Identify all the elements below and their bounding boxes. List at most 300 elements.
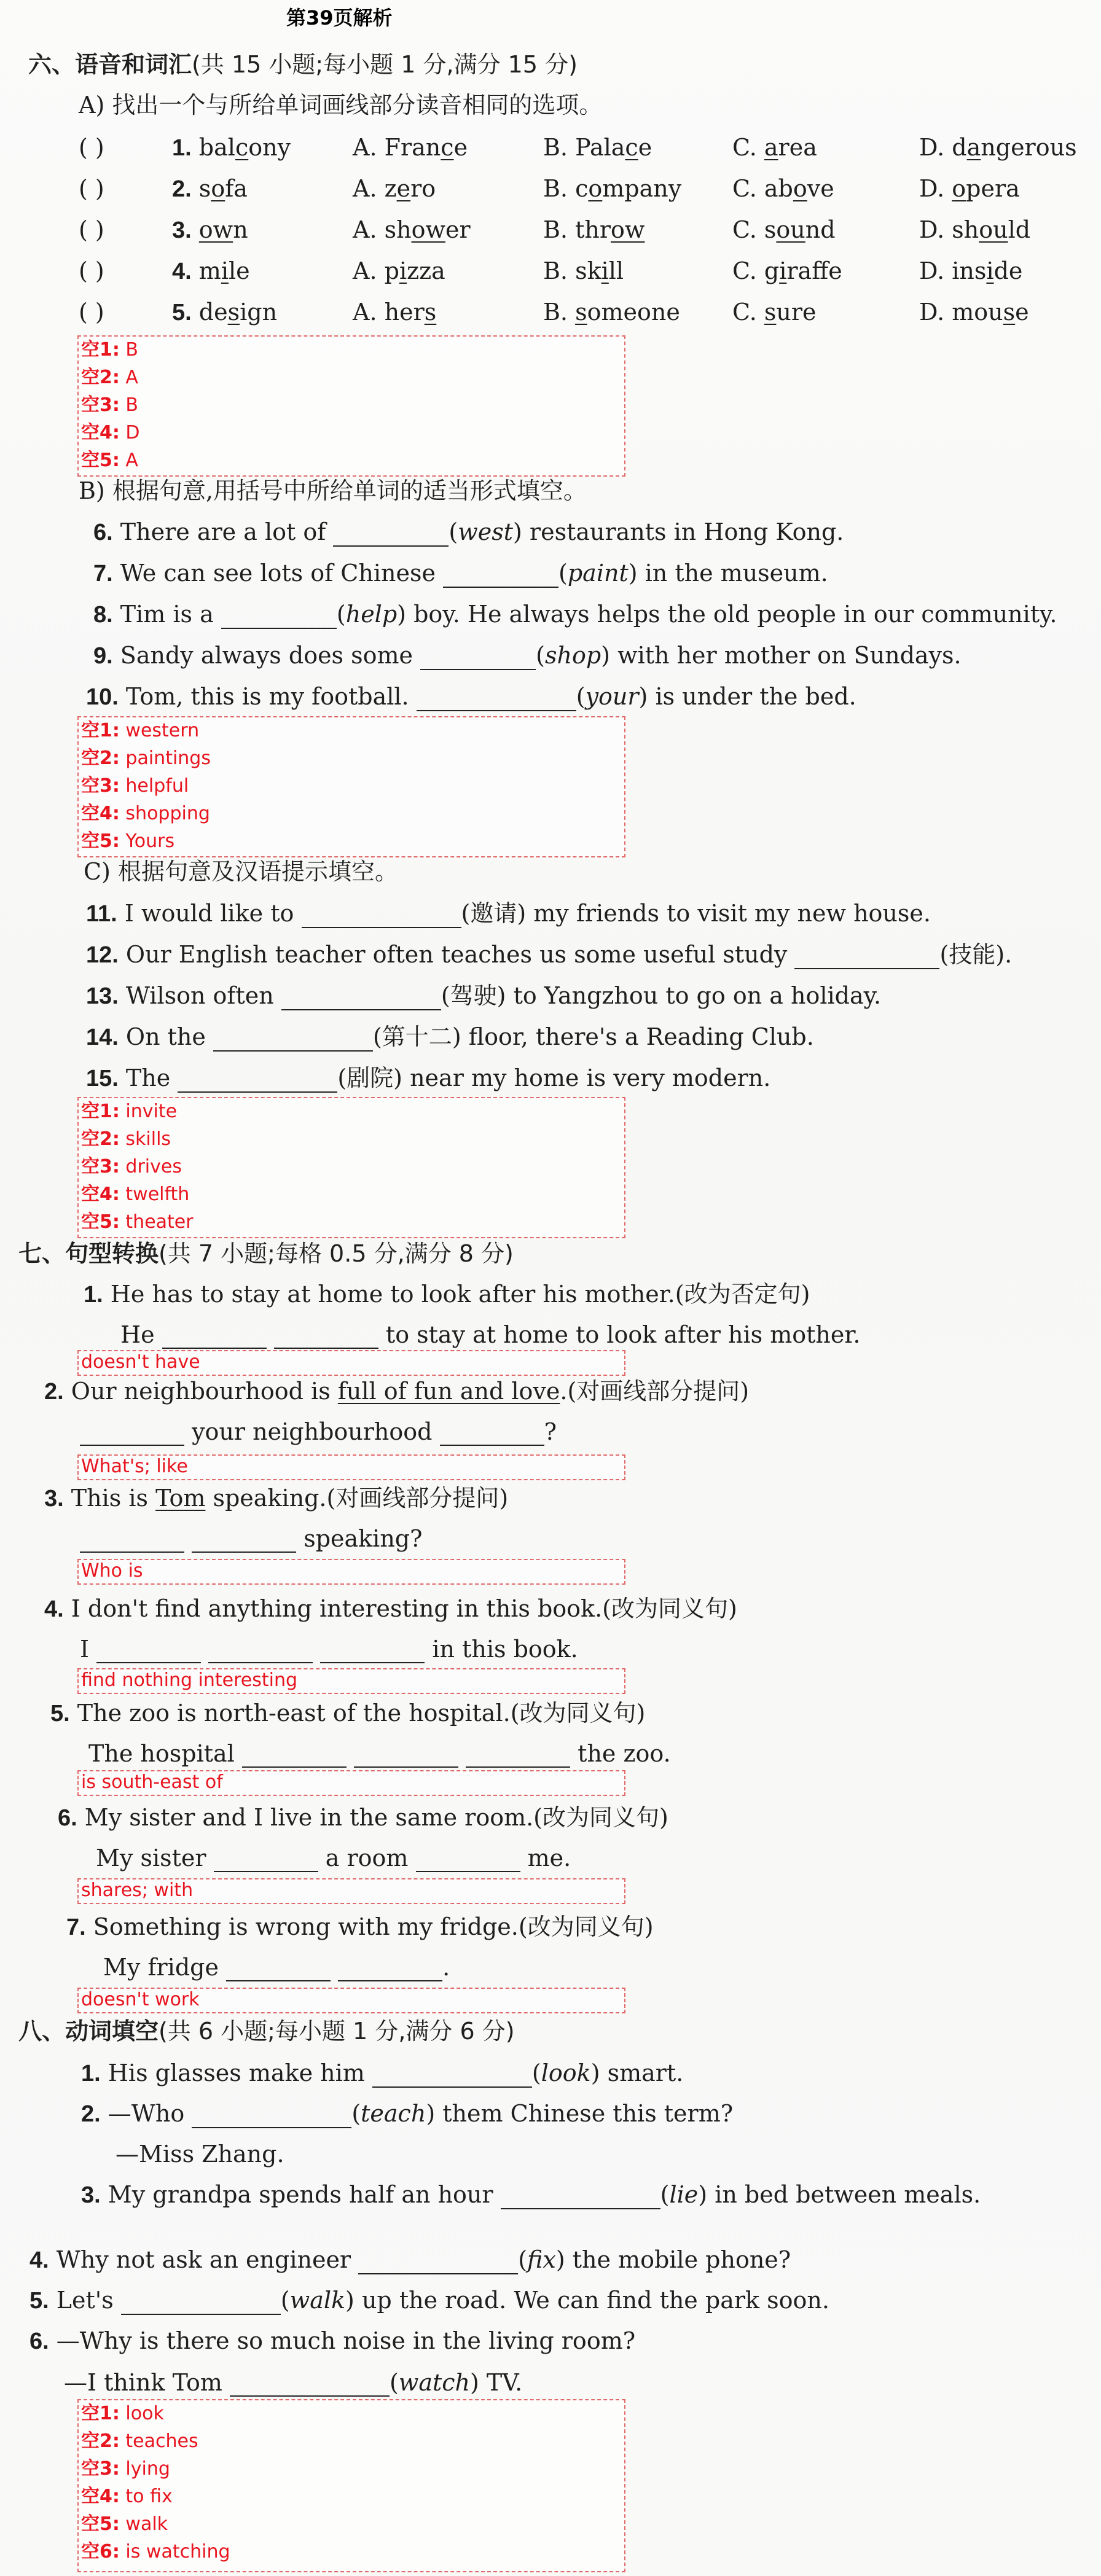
blank-line-mid: your neighbourhood <box>192 1418 433 1445</box>
option-b: B. thr <box>543 216 611 243</box>
sentence-pre: Tom, this is my football. <box>125 683 409 710</box>
answer-value: doesn't have <box>81 1351 200 1373</box>
answer-label: 空1: <box>81 720 120 741</box>
partB-item: 8. Tim is a (help) boy. He always helps the old people in our community. <box>93 601 1057 628</box>
option-a-ul: c <box>441 134 454 161</box>
option-c: C. ab <box>732 175 793 202</box>
option-d-post: ld <box>1008 216 1031 243</box>
answer-value: western <box>125 720 200 741</box>
option-c-post: nd <box>805 216 836 243</box>
sentence-post: in bed between meals. <box>715 2181 981 2208</box>
option-d-post: e <box>1015 299 1029 326</box>
answer-value: A <box>125 450 138 471</box>
blank-line[interactable] <box>230 2373 390 2397</box>
blank-line[interactable] <box>302 905 461 928</box>
answer-paren: ( ) <box>79 257 104 284</box>
section6-title: 六、语音和词汇 <box>28 51 192 78</box>
partB-item: 7. We can see lots of Chinese (paint) in the museum. <box>93 560 828 587</box>
answer-paren: ( ) <box>79 175 104 202</box>
transform-blanks <box>80 1418 557 1446</box>
original-sentence: Something is wrong with my fridge.(改为同义句) <box>93 1913 654 1940</box>
option-a: A. p <box>353 257 399 284</box>
partC-instruction: C) 根据句意及汉语提示填空。 <box>84 858 398 885</box>
question-number: 5. <box>50 1701 70 1727</box>
option-d: D. sh <box>919 216 979 243</box>
answer-label: 空5: <box>81 450 120 471</box>
option-b-ul: s <box>575 299 587 326</box>
sentence-post: . <box>1005 941 1013 968</box>
sentence-post: near my home is very modern. <box>410 1064 771 1091</box>
option-b-ul: o <box>588 175 603 202</box>
word-cue: fix <box>527 2246 556 2273</box>
answer-box <box>77 1770 625 1796</box>
sentence-pre: My grandpa spends half an hour <box>108 2181 493 2208</box>
transform-blanks <box>103 1953 450 1981</box>
partB-item: 10. Tom, this is my football. (your) is under the bed. <box>86 683 856 710</box>
sentence-post: TV. <box>486 2369 523 2396</box>
question-number: 2. <box>44 1379 64 1405</box>
blank-line-pre: My fridge <box>103 1954 219 1981</box>
sentence-post: .(对画线部分提问) <box>560 1378 750 1405</box>
blank-line[interactable] <box>354 1744 458 1768</box>
answer-value: theater <box>125 1211 194 1233</box>
blank-line[interactable] <box>372 2064 532 2088</box>
word-cue: west <box>458 518 514 545</box>
option-a: A. sh <box>353 216 412 243</box>
underlined-part: i <box>221 257 229 284</box>
word-cue: teach <box>361 2100 426 2127</box>
option-a-ul: ow <box>411 216 445 243</box>
option-d: D. d <box>919 134 967 161</box>
question-number: 1. <box>81 2061 101 2086</box>
question-number: 15. <box>86 1066 119 1091</box>
sentence-post: them Chinese this term? <box>442 2100 734 2127</box>
sentence-post: is under the bed. <box>655 683 856 710</box>
blank-line[interactable] <box>226 1958 331 1981</box>
answer-label: 空5: <box>81 1211 120 1233</box>
option-d: D. <box>919 175 952 202</box>
underlined-part: s <box>227 299 240 326</box>
sentence-post: speaking.(对画线部分提问) <box>205 1485 509 1512</box>
transform-item <box>44 1377 749 1406</box>
transform-blanks <box>88 1739 671 1768</box>
section8-score: (共 6 小题;每小题 1 分,满分 6 分) <box>159 2018 515 2045</box>
answer-box <box>77 1668 625 1694</box>
answer-label: 空2: <box>81 747 120 769</box>
blank-line[interactable] <box>420 647 536 670</box>
blank-line-pre: My sister <box>96 1844 206 1872</box>
sentence-pre: Tim is a <box>120 601 214 628</box>
sentence-pre: —I think Tom <box>64 2369 222 2396</box>
option-d-ul: o <box>952 175 966 202</box>
chinese-cue: 第十二 <box>382 1023 452 1050</box>
answer-box <box>77 1559 625 1585</box>
underlined-part: c <box>235 134 249 161</box>
blank-line[interactable] <box>80 1423 184 1446</box>
question-number: 4. <box>44 1596 64 1622</box>
answer-value: A <box>125 367 138 388</box>
section7-title: 七、句型转换 <box>18 1240 159 1267</box>
answer-label: 空2: <box>81 1128 120 1150</box>
answer-value: What's; like <box>81 1456 188 1477</box>
option-b: B. <box>543 299 576 326</box>
word-post: fa <box>225 175 248 202</box>
word-cue: your <box>585 683 639 710</box>
transform-item <box>66 1913 654 1942</box>
option-b-post: omeone <box>587 299 680 326</box>
verb-item: 4. Why not ask an engineer (fix) the mobile phone? <box>29 2246 791 2273</box>
option-b: B. Pala <box>543 134 625 161</box>
sentence-pre: His glasses make him <box>108 2059 365 2086</box>
underlined-part: full of fun and love <box>337 1378 560 1405</box>
sentence-pre: The <box>125 1064 171 1091</box>
transform-item <box>58 1803 668 1832</box>
blank-line[interactable] <box>794 946 939 969</box>
blank-line[interactable] <box>178 1069 337 1093</box>
sentence-post: smart. <box>607 2059 684 2086</box>
blank-line[interactable] <box>221 606 337 629</box>
verb-item: 3. My grandpa spends half an hour (lie) in bed between meals. <box>81 2181 981 2208</box>
answer-value: lying <box>125 2458 170 2480</box>
question-number: 5. <box>29 2288 49 2314</box>
sentence-post: up the road. We can find the park soon. <box>361 2287 829 2314</box>
option-d-post: de <box>993 257 1023 284</box>
option-b: B. c <box>543 175 589 202</box>
verb-item: 2. —Who (teach) them Chinese this term? <box>81 2100 734 2127</box>
question-number: 8. <box>93 602 113 628</box>
word-pre: de <box>198 299 228 326</box>
word-post: le <box>229 257 250 284</box>
transform-blanks <box>120 1321 860 1349</box>
question-number: 6. <box>93 520 113 545</box>
partB-instruction: B) 根据句意,用括号中所给单词的适当形式填空。 <box>79 477 587 504</box>
original-sentence: He has to stay at home to look after his mother.(改为否定句) <box>110 1281 810 1308</box>
underlined-part: ow <box>198 216 233 243</box>
blank-line[interactable] <box>333 523 449 547</box>
chinese-cue: 驾驶 <box>450 982 497 1009</box>
word-cue: watch <box>398 2369 471 2396</box>
answer-value: B <box>125 339 139 361</box>
blank-line-pre: He <box>120 1321 155 1348</box>
option-c-ul: s <box>764 299 777 326</box>
section7-score: (共 7 小题;每格 0.5 分,满分 8 分) <box>159 1240 514 1267</box>
partC-item: 12. Our English teacher often teaches us some useful study (技能). <box>86 941 1013 968</box>
blank-line[interactable] <box>440 1423 544 1446</box>
blank-line-post: the zoo. <box>578 1740 671 1767</box>
option-a: A. z <box>353 175 397 202</box>
sentence-post: restaurants in Hong Kong. <box>529 518 844 545</box>
option-b: B. sk <box>543 257 601 284</box>
word-cue: lie <box>669 2181 699 2208</box>
question-number: 13. <box>86 983 119 1009</box>
section7-heading <box>18 1239 514 1268</box>
option-c-post: ure <box>776 299 817 326</box>
question-number: 7. <box>93 561 113 587</box>
blank-line[interactable] <box>242 1744 347 1768</box>
option-a-post: e <box>453 134 468 161</box>
section8-title: 八、动词填空 <box>18 2018 159 2045</box>
verb-item-reply: —Miss Zhang. <box>116 2141 284 2168</box>
blank-line-post: me. <box>527 1844 571 1872</box>
blank-line[interactable] <box>274 1325 378 1349</box>
option-b-post: e <box>638 134 652 161</box>
underlined-part: o <box>211 175 225 202</box>
answer-label: 空1: <box>81 339 120 361</box>
blank-line[interactable] <box>213 1028 373 1052</box>
question-number: 10. <box>86 684 119 710</box>
word-cue: look <box>541 2059 591 2086</box>
word-pre: m <box>198 257 221 284</box>
answer-value: D <box>125 422 140 443</box>
blank-line[interactable] <box>443 564 558 588</box>
answer-value: shares; with <box>81 1879 194 1901</box>
question-number: 5. <box>172 300 192 326</box>
sentence-pre: Sandy always does some <box>120 642 413 669</box>
answer-label: 空6: <box>81 2541 120 2562</box>
sentence-post: in the museum. <box>645 560 828 587</box>
blank-line[interactable] <box>80 1529 184 1553</box>
option-c: C. g <box>732 257 780 284</box>
question-number: 12. <box>86 942 119 968</box>
sentence-post: floor, there's a Reading Club. <box>468 1023 814 1050</box>
chinese-cue: 技能 <box>949 941 996 968</box>
original-sentence: I don't find anything interesting in this book.(改为同义句) <box>71 1595 737 1622</box>
underlined-part: Tom <box>155 1485 206 1512</box>
answer-value: is south-east of <box>81 1771 223 1793</box>
answer-box <box>77 1878 625 1904</box>
blank-line-mid: a room <box>325 1844 409 1872</box>
blank-line[interactable] <box>96 1640 201 1663</box>
sentence-post: boy. He always helps the old people in our community. <box>413 601 1057 628</box>
option-d: D. mou <box>919 299 1003 326</box>
word-cue: paint <box>567 560 629 587</box>
verb-item: —I think Tom (watch) TV. <box>64 2369 523 2396</box>
answer-paren: ( ) <box>79 216 104 243</box>
question-number: 6. <box>29 2328 49 2354</box>
option-c-ul: i <box>779 257 787 284</box>
question-number: 1. <box>172 135 192 161</box>
answer-value: shopping <box>125 803 210 824</box>
blank-line-post: to stay at home to look after his mother. <box>385 1321 861 1348</box>
option-a: A. Fran <box>353 134 441 161</box>
section8-heading <box>18 2017 515 2045</box>
sentence-post: with her mother on Sundays. <box>617 642 962 669</box>
answer-box <box>77 2399 625 2572</box>
question-number: 2. <box>81 2101 101 2127</box>
answer-value: skills <box>125 1128 171 1150</box>
partA-instruction: A) 找出一个与所给单词画线部分读音相同的选项。 <box>79 92 603 119</box>
question-number: 14. <box>86 1025 119 1050</box>
blank-line[interactable] <box>416 1849 520 1872</box>
verb-item: 5. Let's (walk) up the road. We can find the park soon. <box>29 2287 829 2314</box>
option-c: C. <box>732 134 764 161</box>
answer-box <box>77 335 625 477</box>
option-c-post: ve <box>807 175 834 202</box>
question-number: 3. <box>172 217 192 243</box>
blank-line[interactable] <box>417 688 576 711</box>
option-d-ul: i <box>986 257 994 284</box>
blank-line[interactable] <box>162 1325 267 1349</box>
answer-label: 空1: <box>81 1101 120 1122</box>
answer-paren: ( ) <box>79 299 104 326</box>
option-b-post: mpany <box>602 175 682 202</box>
answer-value: helpful <box>125 775 189 797</box>
question-number: 11. <box>86 901 117 927</box>
partC-item: 14. On the (第十二) floor, there's a Reading Club. <box>86 1023 814 1050</box>
sentence-pre: Let's <box>56 2287 114 2314</box>
word-pre: s <box>198 175 211 202</box>
question-number: 3. <box>81 2182 101 2208</box>
section6-score: (共 15 小题;每小题 1 分,满分 15 分) <box>192 51 578 78</box>
answer-value: doesn't work <box>81 1989 200 2010</box>
option-a-post: er <box>445 216 471 243</box>
answer-label: 空3: <box>81 775 120 797</box>
option-d-ul: ou <box>979 216 1008 243</box>
sentence-pre: I would like to <box>124 900 294 927</box>
sentence-post: my friends to visit my new house. <box>533 900 931 927</box>
answer-box <box>77 1350 625 1376</box>
option-a-post: zza <box>407 257 445 284</box>
sentence-pre: There are a lot of <box>120 518 326 545</box>
option-c-post: raffe <box>786 257 842 284</box>
blank-line[interactable] <box>121 2292 281 2315</box>
answer-value: Who is <box>81 1560 143 1582</box>
sentence-pre: Why not ask an engineer <box>56 2246 351 2273</box>
option-c-ul: o <box>793 175 807 202</box>
option-b-post: ll <box>608 257 624 284</box>
option-c-ul: a <box>764 134 778 161</box>
original-sentence: My sister and I live in the same room.(改为同义句) <box>84 1804 668 1831</box>
option-a: A. her <box>353 299 425 326</box>
blank-line[interactable] <box>192 2105 351 2128</box>
option-d-ul: s <box>1003 299 1016 326</box>
partC-item: 13. Wilson often (驾驶) to Yangzhou to go on a holiday. <box>86 982 882 1009</box>
answer-value: twelfth <box>125 1184 190 1205</box>
option-c-post: rea <box>778 134 817 161</box>
word-cue: help <box>345 601 398 628</box>
answer-value: to fix <box>125 2486 173 2507</box>
question-number: 7. <box>66 1914 86 1940</box>
option-b-ul: c <box>625 134 638 161</box>
option-d-ul: a <box>966 134 981 161</box>
transform-blanks <box>80 1524 423 1553</box>
blank-line[interactable] <box>192 1529 296 1553</box>
partB-item: 6. There are a lot of (west) restaurants in Hong Kong. <box>93 518 844 545</box>
sentence-pre: —Who <box>108 2100 185 2127</box>
transform-item <box>84 1280 810 1309</box>
answer-label: 空3: <box>81 394 120 416</box>
chinese-cue: 邀请 <box>470 900 517 927</box>
answer-box <box>77 1097 625 1238</box>
answer-label: 空2: <box>81 367 120 388</box>
answer-label: 空4: <box>81 803 120 824</box>
answer-value: invite <box>125 1101 178 1122</box>
answer-label: 空3: <box>81 1156 120 1177</box>
question-number: 4. <box>29 2247 49 2273</box>
blank-line[interactable] <box>208 1640 313 1663</box>
answer-box <box>77 1454 625 1480</box>
blank-line[interactable] <box>214 1849 318 1872</box>
answer-label: 空2: <box>81 2430 120 2452</box>
answer-label: 空4: <box>81 1184 120 1205</box>
question-number: 9. <box>93 643 113 669</box>
blank-line[interactable] <box>501 2186 660 2209</box>
sentence-pre: Our neighbourhood is <box>71 1378 338 1405</box>
word-post: ign <box>240 299 278 326</box>
answer-box <box>77 716 625 857</box>
sentence-pre: Wilson often <box>125 982 274 1009</box>
page-title: 第39页解析 <box>286 6 393 29</box>
option-a-ul: s <box>424 299 437 326</box>
transform-item <box>44 1594 737 1623</box>
answer-value: look <box>125 2403 164 2424</box>
question-number: 1. <box>84 1282 103 1308</box>
partB-item: 9. Sandy always does some (shop) with her mother on Sundays. <box>93 642 962 669</box>
answer-value: Yours <box>125 830 175 852</box>
blank-line[interactable] <box>320 1640 425 1663</box>
answer-value: paintings <box>125 747 211 769</box>
answer-label: 空4: <box>81 422 120 443</box>
transform-blanks <box>80 1635 578 1663</box>
answer-label: 空1: <box>81 2403 120 2424</box>
partC-item: 11. I would like to (邀请) my friends to visit my new house. <box>86 900 931 927</box>
word-pre: bal <box>198 134 235 161</box>
word-post: ony <box>248 134 291 161</box>
blank-line[interactable] <box>466 1744 570 1768</box>
answer-value: walk <box>125 2513 168 2535</box>
verb-item: 1. His glasses make him (look) smart. <box>81 2059 684 2086</box>
answer-value: B <box>125 394 139 416</box>
verb-item <box>29 2327 635 2355</box>
sentence-pre: Our English teacher often teaches us some useful study <box>125 941 788 968</box>
section6-heading <box>28 50 578 79</box>
word-cue: walk <box>289 2287 346 2314</box>
option-a-ul: e <box>396 175 411 202</box>
blank-line-post: . <box>442 1954 450 1981</box>
blank-line[interactable] <box>358 2251 518 2274</box>
transform-item <box>44 1484 508 1513</box>
option-d: D. ins <box>919 257 987 284</box>
option-a-ul: i <box>399 257 407 284</box>
blank-line-post: speaking? <box>304 1525 423 1552</box>
original-sentence: The zoo is north-east of the hospital.(改为同义句) <box>77 1700 646 1727</box>
transform-item <box>50 1699 645 1728</box>
question-number: 4. <box>172 259 192 284</box>
word-post: n <box>233 216 248 243</box>
answer-value: teaches <box>125 2430 198 2452</box>
question-number: 6. <box>58 1805 77 1831</box>
blank-line-post: ? <box>544 1418 557 1445</box>
option-c: C. s <box>732 216 777 243</box>
question-number: 3. <box>44 1486 64 1512</box>
question-number: 2. <box>172 176 192 202</box>
blank-line[interactable] <box>281 987 441 1010</box>
answer-label: 空4: <box>81 2486 120 2507</box>
blank-line[interactable] <box>338 1958 442 1981</box>
chinese-cue: 剧院 <box>347 1064 394 1091</box>
blank-line-pre: The hospital <box>88 1740 235 1767</box>
option-d-post: pera <box>966 175 1020 202</box>
answer-value: drives <box>125 1156 182 1177</box>
answer-box <box>77 1988 625 2013</box>
sentence-pre: This is <box>71 1485 156 1512</box>
option-c: C. <box>732 299 764 326</box>
partC-item: 15. The (剧院) near my home is very modern. <box>86 1064 771 1091</box>
option-b-ul: ow <box>611 216 645 243</box>
option-d-post: ngerous <box>981 134 1077 161</box>
answer-label: 空3: <box>81 2458 120 2480</box>
sentence-pre: —Why is there so much noise in the living room? <box>56 2327 636 2354</box>
